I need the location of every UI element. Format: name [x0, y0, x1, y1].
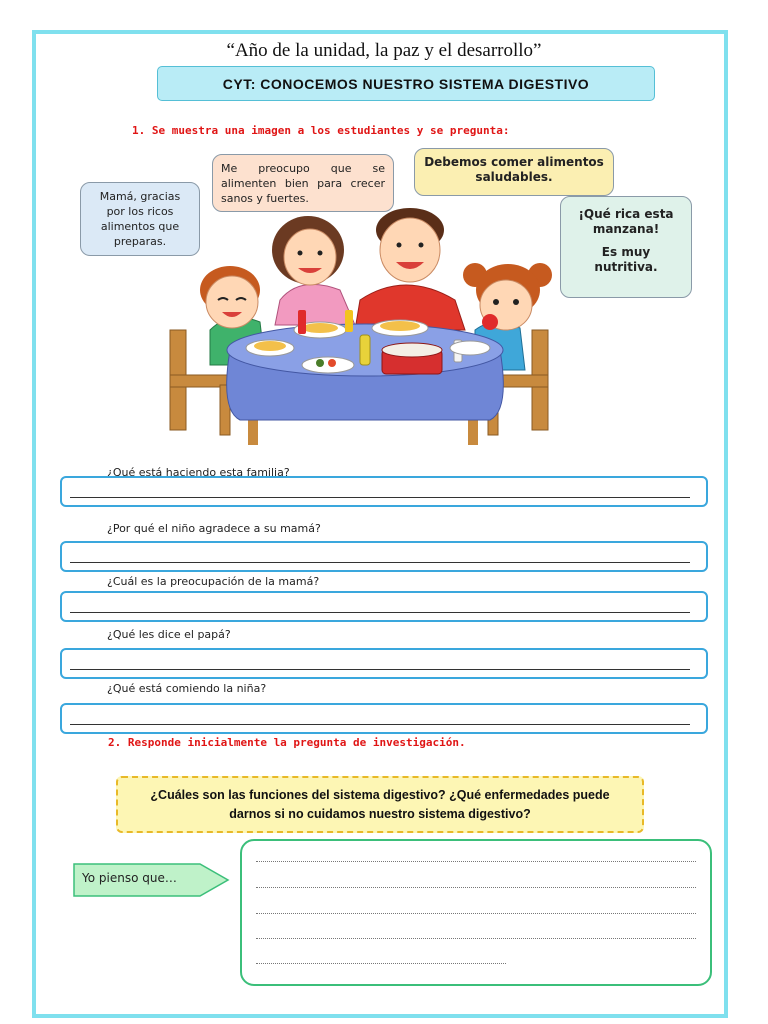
answer-line — [70, 612, 690, 613]
answer-field-3[interactable] — [60, 591, 708, 622]
mom-speech-bubble — [212, 154, 394, 212]
research-question-box — [116, 776, 644, 833]
apple-icon — [482, 314, 498, 330]
section-1-heading: 1. Se muestra una imagen a los estudiantes y se pregunta: — [132, 124, 510, 137]
writing-line — [256, 963, 506, 964]
answer-line — [70, 497, 690, 498]
question-5: ¿Qué está comiendo la niña? — [107, 682, 267, 695]
dad-speech-text: Debemos comer alimentos saludables. — [424, 155, 604, 184]
dad-speech-bubble — [414, 148, 614, 196]
girl-speech-text-1: ¡Qué rica esta manzana! — [578, 207, 674, 236]
question-4: ¿Qué les dice el papá? — [107, 628, 231, 641]
answer-line — [70, 562, 690, 563]
research-question-line-2: darnos si no cuidamos nuestro sistema digestivo? — [229, 807, 531, 821]
writing-line — [256, 938, 696, 939]
answer-field-2[interactable] — [60, 541, 708, 572]
answer-field-5[interactable] — [60, 703, 708, 734]
writing-line — [256, 913, 696, 914]
think-label: Yo pienso que… — [82, 871, 177, 885]
answer-field-4[interactable] — [60, 648, 708, 679]
answer-writing-box[interactable] — [240, 839, 712, 986]
answer-field-1[interactable] — [60, 476, 708, 507]
writing-line — [256, 887, 696, 888]
motto: “Año de la unidad, la paz y el desarrollo” — [226, 40, 542, 61]
boy-speech-bubble — [80, 182, 200, 256]
worksheet-title: CYT: CONOCEMOS NUESTRO SISTEMA DIGESTIVO — [157, 66, 655, 101]
question-3: ¿Cuál es la preocupación de la mamá? — [107, 575, 320, 588]
girl-speech-bubble — [560, 196, 692, 298]
writing-line — [256, 861, 696, 862]
question-1: ¿Qué está haciendo esta familia? — [107, 466, 290, 479]
girl-speech-text-2: Es muy nutritiva. — [594, 245, 658, 274]
mom-figure — [272, 216, 355, 325]
mom-speech-text: Me preocupo que se alimenten bien para crecer sanos y fuertes. — [221, 162, 385, 205]
section-2-heading: 2. Responde inicialmente la pregunta de investigación. — [108, 736, 466, 749]
question-2: ¿Por qué el niño agradece a su mamá? — [107, 522, 321, 535]
boy-speech-text: Mamá, gracias por los ricos alimentos que preparas. — [99, 190, 181, 248]
dad-figure — [355, 208, 465, 330]
answer-line — [70, 669, 690, 670]
answer-line — [70, 724, 690, 725]
research-question-line-1: ¿Cuáles son las funciones del sistema digestivo? ¿Qué enfermedades puede — [150, 788, 610, 802]
